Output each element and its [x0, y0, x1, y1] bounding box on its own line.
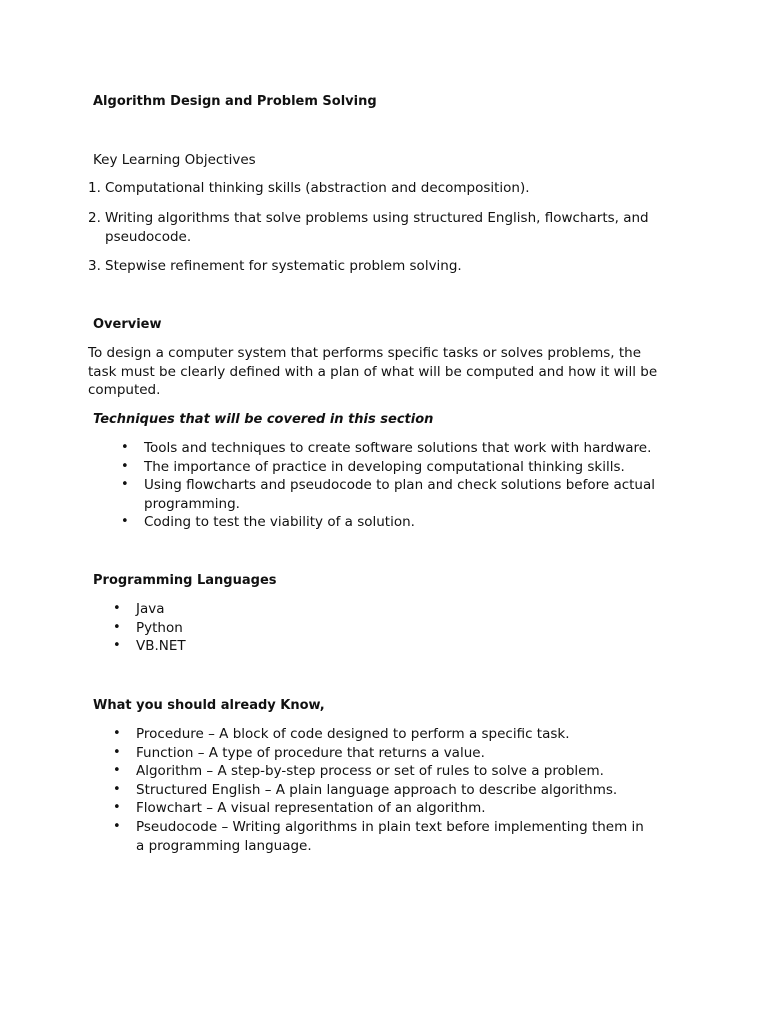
list-item — [121, 439, 681, 458]
list-item-text: Structured English – A plain language approach to describe algorithms. — [136, 781, 618, 798]
list-item-text: Java — [136, 601, 165, 617]
list-item-text: Coding to test the viability of a solution. — [144, 514, 415, 531]
list-item — [121, 513, 681, 532]
bullet-icon: • — [113, 601, 121, 616]
bullet-icon: • — [113, 638, 121, 654]
languages-heading: Programming Languages — [93, 573, 277, 588]
list-item-text: Flowchart – A visual representation of an algorithm. — [136, 800, 486, 817]
bullet-icon: • — [121, 477, 129, 493]
bullet-icon: • — [113, 818, 121, 834]
list-item — [113, 600, 413, 619]
list-item-text: Using flowcharts and pseudocode to plan and check solutions before actual programming. — [144, 477, 656, 512]
list-item — [113, 637, 413, 656]
objective-item-continuation: pseudocode. — [105, 229, 192, 245]
bullet-icon: • — [113, 800, 121, 816]
document-title: Algorithm Design and Problem Solving — [93, 94, 377, 109]
list-item — [113, 781, 673, 800]
objectives-heading: Key Learning Objectives — [93, 152, 256, 168]
bullet-icon: • — [113, 744, 121, 760]
languages-list — [113, 600, 413, 656]
list-item — [121, 458, 681, 477]
objective-item: Writing algorithms that solve problems using structured English, flowcharts, and — [105, 210, 649, 226]
list-item-text: Tools and techniques to create software solutions that work with hardware. — [144, 440, 652, 456]
objective-item: Computational thinking skills (abstraction and decomposition). — [105, 180, 530, 196]
prior-knowledge-list — [113, 725, 673, 855]
bullet-icon: • — [121, 440, 129, 455]
list-item-text: Python — [136, 619, 183, 636]
list-item-text: The importance of practice in developing computational thinking skills. — [144, 458, 625, 475]
list-item — [113, 744, 673, 763]
objective-number: 1. — [88, 180, 101, 196]
list-item — [113, 799, 673, 818]
bullet-icon: • — [113, 763, 121, 779]
list-item-text: Algorithm – A step-by-step process or set of rules to solve a problem. — [136, 763, 604, 780]
techniques-list — [121, 439, 681, 532]
techniques-heading: Techniques that will be covered in this section — [93, 412, 434, 427]
bullet-icon: • — [113, 781, 121, 797]
objective-item: Stepwise refinement for systematic problem solving. — [105, 258, 462, 274]
list-item — [113, 619, 413, 638]
list-item-text: VB.NET — [136, 638, 186, 655]
bullet-icon: • — [121, 458, 129, 474]
list-item-text: Procedure – A block of code designed to perform a specific task. — [136, 726, 570, 742]
list-item-text: Pseudocode – Writing algorithms in plain text before implementing them in a programming language. — [136, 818, 644, 854]
list-item-text: Function – A type of procedure that returns a value. — [136, 744, 485, 761]
list-item — [113, 762, 673, 781]
list-item — [113, 818, 673, 855]
overview-heading: Overview — [93, 317, 162, 332]
bullet-icon: • — [113, 726, 121, 741]
overview-paragraph: To design a computer system that performs specific tasks or solves problems, the task must be clearly defined with a plan of what will be computed and how it will be computed. — [88, 345, 658, 398]
list-item — [113, 725, 673, 744]
bullet-icon: • — [113, 619, 121, 635]
objective-number: 3. — [88, 258, 101, 274]
list-item — [121, 476, 681, 513]
prior-knowledge-heading: What you should already Know, — [93, 698, 325, 713]
bullet-icon: • — [121, 514, 129, 530]
objective-number: 2. — [88, 210, 101, 226]
